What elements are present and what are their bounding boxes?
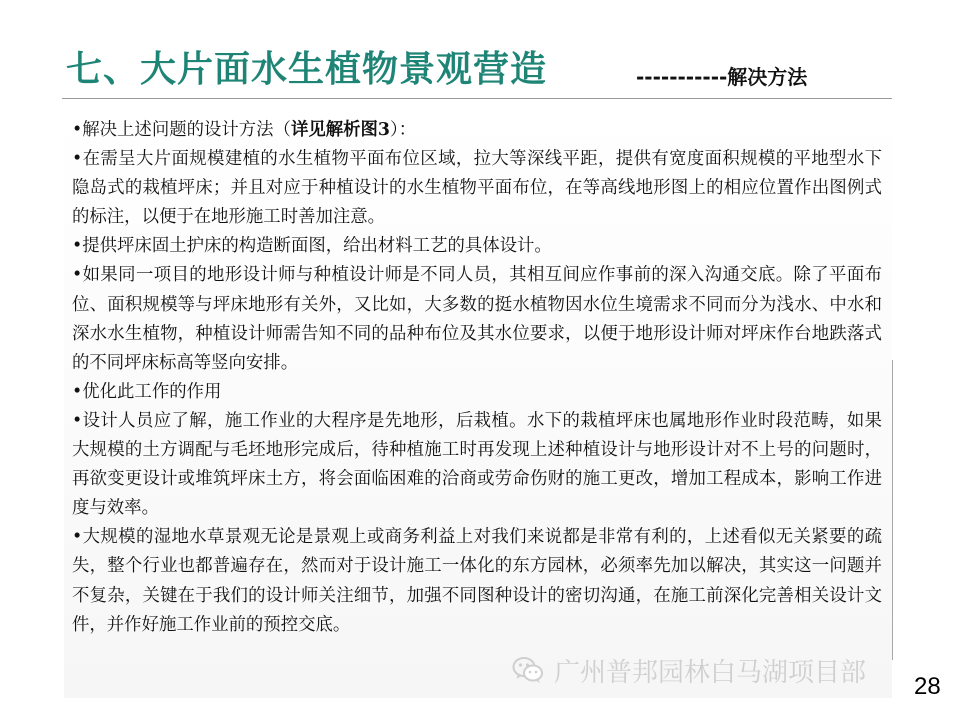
slide-subtitle: -----------解决方法 [636, 65, 808, 89]
method-heading-prefix: •解决上述问题的设计方法（ [72, 120, 291, 140]
watermark-text: 广州普邦园林白马湖项目部 [554, 657, 867, 688]
method-heading-suffix: ）： [390, 120, 417, 140]
paragraph-construction-sequence: •设计人员应了解，施工作业的大程序是先地形，后栽植。水下的栽植坪床也属地形作业时段范畴，如果大规模的土方调配与毛坯地形完成后，待种植施工时再发现上述种植设计与地形设计对不上号的问题时，再欲变更设计或堆筑坪床土方，将会面临困难的洽商或劳命伤财的施工更改，增加工程成本，影响工作进度与效率。 [72, 410, 882, 519]
paragraph-optimization-heading: •优化此工作的作用 [72, 381, 222, 402]
method-heading-reference: 详见解析图3 [290, 120, 391, 140]
page-number: 28 [914, 673, 941, 700]
slide-title: 七、大片面水生植物景观营造 [66, 49, 548, 90]
wechat-icon [512, 655, 544, 685]
paragraph-planting-bed: •在需呈大片面规模建植的水生植物平面布位区域，拉大等深线平距，提供有宽度面积规模的平地型水下隐岛式的栽植坪床；并且对应于种植设计的水生植物平面布位，在等高线地形图上的相应位置作出图例式的标注，以便于在地形施工时善加注意。 [72, 149, 882, 228]
paragraph-designer-communication: •如果同一项目的地形设计师与种植设计师是不同人员，其相互间应作事前的深入沟通交底。除了平面布位、面积规模等与坪床地形有关外，又比如，大多数的挺水植物因水位生境需求不同而分为浅水、中水和深水水生植物，种植设计师需告知不同的品种布位及其水位要求，以便于地形设计师对坪床作台地跌落式的不同坪床标高等竖向安排。 [72, 265, 882, 373]
title-divider [62, 98, 892, 99]
watermark [512, 650, 866, 690]
body-text [72, 116, 882, 640]
paragraph-section-drawing: •提供坪床固土护床的构造断面图，给出材料工艺的具体设计。 [72, 236, 552, 257]
paragraph-wetland-benefit: •大规模的湿地水草景观无论是景观上或商务利益上对我们来说都是非常有利的，上述看似无关紧要的疏失，整个行业也都普遍存在，然而对于设计施工一体化的东方园林，必须率先加以解决，其实这一问题并不复杂，关键在于我们的设计师关注细节，加强不同图种设计的密切沟通，在施工前深化完善相关设计文件，并作好施工作业前的预控交底。 [72, 527, 882, 635]
paragraph-method-heading [72, 116, 882, 145]
right-divider [892, 360, 893, 660]
